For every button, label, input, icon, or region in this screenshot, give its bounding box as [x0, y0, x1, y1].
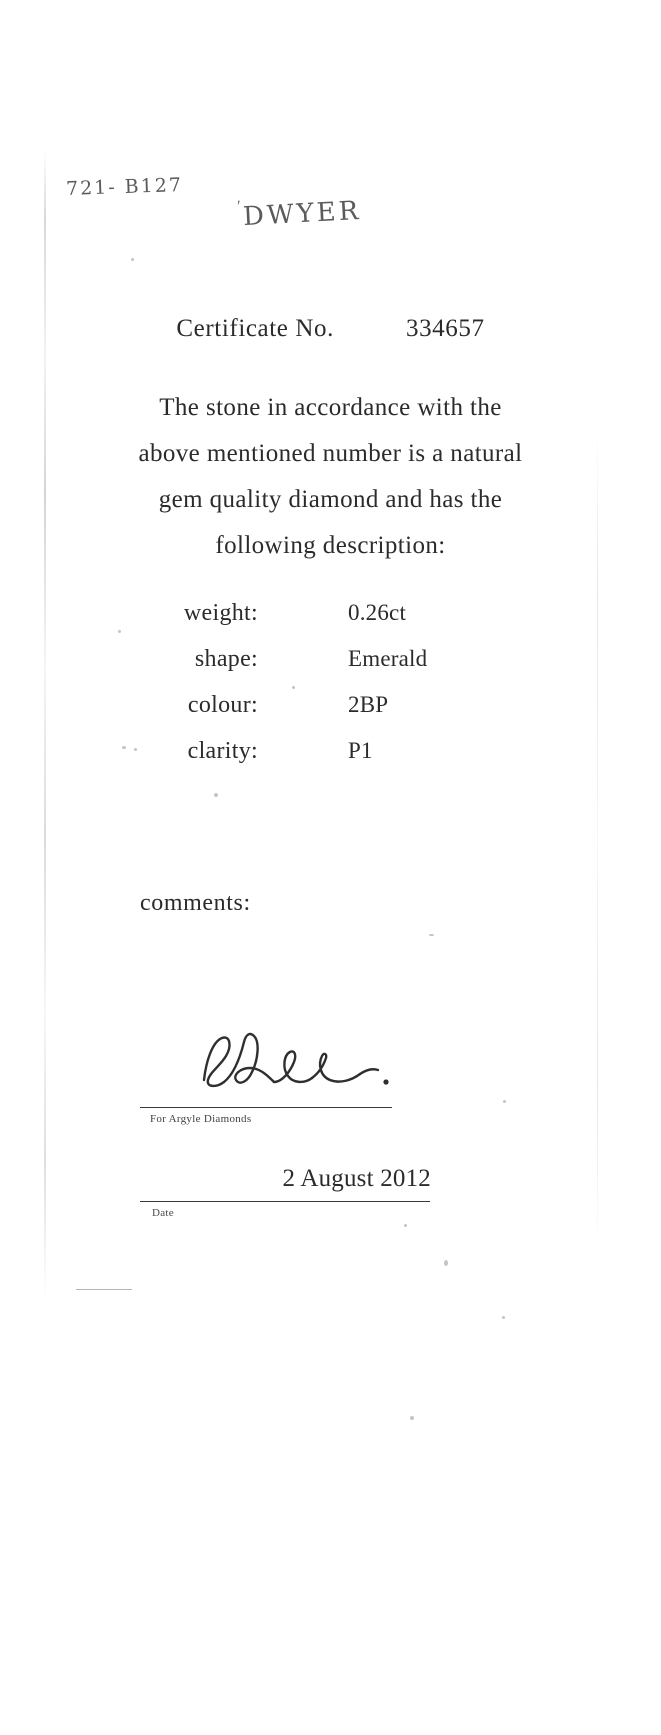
scan-speck — [444, 1260, 448, 1266]
spec-value-weight: 0.26ct — [348, 600, 407, 625]
comments-label: comments: — [140, 890, 251, 916]
date-caption: Date — [152, 1207, 174, 1219]
signature-rule — [140, 1107, 392, 1108]
scan-speck — [502, 1316, 505, 1319]
scan-mark-bottom — [76, 1289, 132, 1290]
scan-speck — [410, 1416, 414, 1420]
table-row — [0, 738, 661, 784]
statement-line-1: The stone in accordance with the — [159, 394, 502, 421]
certificate-number-value: 334657 — [405, 315, 485, 342]
handwritten-signature — [196, 1024, 396, 1096]
statement-line-4: following description: — [215, 532, 446, 559]
spec-label-shape: shape: — [194, 646, 258, 672]
scan-speck — [404, 1224, 407, 1227]
spec-label-colour: colour: — [187, 692, 258, 718]
table-row — [0, 692, 661, 738]
spec-label-weight: weight: — [183, 600, 258, 626]
certificate-number-row — [0, 315, 661, 343]
scan-speck — [214, 793, 218, 797]
statement-line-2: above mentioned number is a natural — [138, 440, 523, 467]
scan-speck — [131, 258, 134, 261]
specification-table — [0, 600, 661, 784]
handwritten-reference-number: 721- B127 — [65, 173, 184, 201]
date-rule — [140, 1201, 430, 1202]
certificate-number-label: Certificate No. — [176, 315, 334, 342]
statement-line-3: gem quality diamond and has the — [158, 486, 503, 513]
handwritten-client-name: DWYER — [242, 195, 363, 233]
scan-speck — [503, 1100, 506, 1103]
spec-value-clarity: P1 — [348, 738, 373, 763]
scan-speck — [429, 934, 434, 936]
spec-value-shape: Emerald — [348, 646, 428, 671]
handwritten-tick: ' — [234, 197, 242, 216]
table-row — [0, 646, 661, 692]
date-value: 2 August 2012 — [282, 1165, 431, 1192]
spec-value-colour: 2BP — [348, 692, 389, 717]
table-row — [0, 600, 661, 646]
signature-caption: For Argyle Diamonds — [150, 1113, 252, 1125]
spec-label-clarity: clarity: — [187, 738, 258, 764]
